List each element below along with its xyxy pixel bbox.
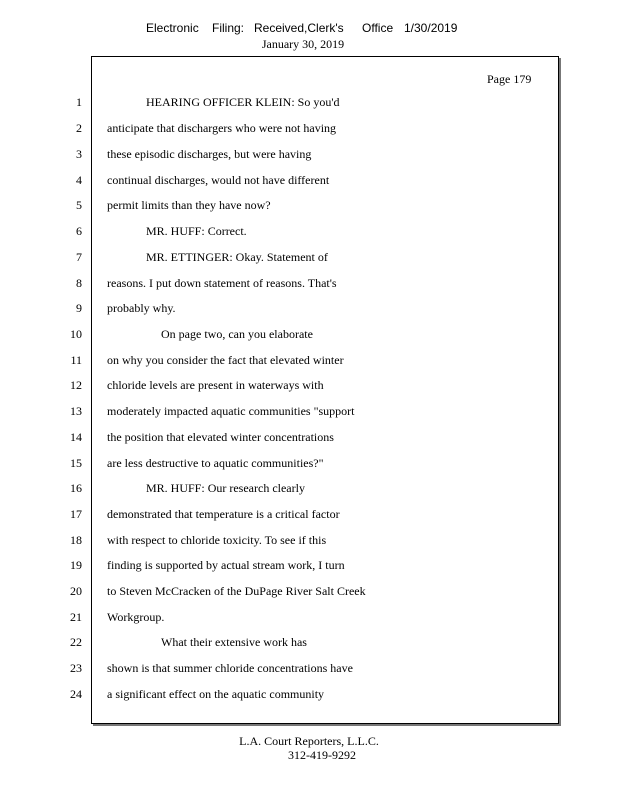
line-number: 1 bbox=[76, 95, 82, 109]
line-number: 22 bbox=[70, 635, 82, 649]
reporter-footer bbox=[0, 734, 618, 762]
transcript-line: chloride levels are present in waterways with bbox=[107, 378, 324, 392]
transcript-line: to Steven McCracken of the DuPage River Salt Creek bbox=[107, 584, 366, 598]
transcript-line: a significant effect on the aquatic community bbox=[107, 687, 325, 701]
transcript-line: demonstrated that temperature is a critical factor bbox=[107, 507, 340, 521]
line-number: 19 bbox=[70, 558, 82, 572]
transcript-line: permit limits than they have now? bbox=[107, 198, 271, 212]
line-number: 3 bbox=[76, 147, 82, 161]
line-number: 18 bbox=[70, 533, 82, 547]
transcript-line: HEARING OFFICER KLEIN: So you'd bbox=[146, 95, 340, 109]
transcript-line: moderately impacted aquatic communities "support bbox=[107, 404, 355, 418]
line-number: 8 bbox=[76, 276, 82, 290]
line-number: 20 bbox=[70, 584, 82, 598]
line-number: 10 bbox=[70, 327, 82, 341]
line-number: 13 bbox=[70, 404, 82, 418]
transcript-line: continual discharges, would not have different bbox=[107, 173, 330, 187]
line-number: 9 bbox=[76, 301, 82, 315]
reporter-phone: 312-419-9292 bbox=[288, 748, 356, 762]
line-number: 5 bbox=[76, 198, 82, 212]
transcript-line: anticipate that dischargers who were not having bbox=[107, 121, 337, 135]
line-number: 17 bbox=[70, 507, 82, 521]
reporter-company: L.A. Court Reporters, L.L.C. bbox=[239, 734, 379, 748]
transcript-line: What their extensive work has bbox=[161, 635, 307, 649]
line-number: 11 bbox=[70, 353, 82, 367]
transcript-line: On page two, can you elaborate bbox=[161, 327, 313, 341]
transcript-line: are less destructive to aquatic communities?" bbox=[107, 456, 324, 470]
line-number: 12 bbox=[70, 378, 82, 392]
page-number: Page 179 bbox=[487, 72, 532, 86]
stamp-office: Office bbox=[362, 21, 394, 35]
transcript-line: MR. HUFF: Our research clearly bbox=[146, 481, 305, 495]
line-number: 2 bbox=[76, 121, 82, 135]
transcript-line: with respect to chloride toxicity. To see if this bbox=[107, 533, 327, 547]
transcript-line: probably why. bbox=[107, 301, 176, 315]
line-number: 7 bbox=[76, 250, 82, 264]
transcript-line: Workgroup. bbox=[107, 610, 165, 624]
line-number: 15 bbox=[70, 456, 82, 470]
stamp-electronic: Electronic bbox=[146, 21, 199, 35]
stamp-date: January 30, 2019 bbox=[261, 37, 345, 51]
line-number: 21 bbox=[70, 610, 82, 624]
line-number: 14 bbox=[70, 430, 82, 444]
line-number: 16 bbox=[70, 481, 82, 495]
line-number: 24 bbox=[70, 687, 82, 701]
transcript-line: MR. ETTINGER: Okay. Statement of bbox=[146, 250, 328, 264]
line-number: 23 bbox=[70, 661, 82, 675]
line-number: 4 bbox=[76, 173, 82, 187]
transcript-line: MR. HUFF: Correct. bbox=[146, 224, 247, 238]
line-number: 6 bbox=[76, 224, 82, 238]
transcript-line: shown is that summer chloride concentrations have bbox=[107, 661, 353, 675]
transcript-line: the position that elevated winter concentrations bbox=[107, 430, 334, 444]
stamp-filing: Filing: bbox=[212, 21, 245, 35]
transcript-line: on why you consider the fact that elevated winter bbox=[107, 353, 344, 367]
transcript-line: reasons. I put down statement of reasons. That's bbox=[107, 276, 337, 290]
transcript-line: these episodic discharges, but were having bbox=[107, 147, 312, 161]
stamp-received: Received,Clerk's bbox=[254, 21, 344, 35]
transcript-line: finding is supported by actual stream work, I turn bbox=[107, 558, 345, 572]
stamp-filing-date: 1/30/2019 bbox=[404, 21, 458, 35]
